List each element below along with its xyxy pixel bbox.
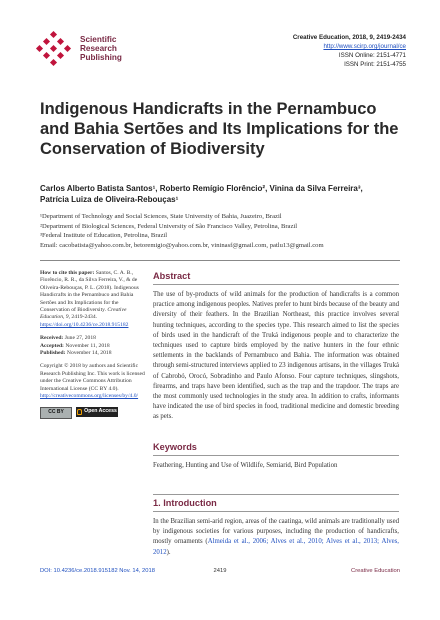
divider (153, 455, 399, 456)
cite-label: How to cite this paper: (40, 270, 95, 276)
affiliation: ¹Department of Technology and Social Sciences, State University of Bahia, Juazeiro, Brazil (40, 213, 282, 220)
license-badges (40, 407, 148, 419)
open-access-lock-icon (77, 409, 82, 415)
abstract-text: The use of by-products of wild animals for the production of handicrafts is a common practice among indigenous peoples. Natives prefer to hunt birds because of the beauty and diversity of their feathers. In the Brazilian Northeast, this practice involves several hunting techniques, according to the species type. This research aimed to list the species of birds used in the handicraft of the Truká indigenous people and to characterize the techniques used to capture birds employed by the native hunters in the four ethnic settlements in the backlands of Pernambuco and Bahia. The information was obtained through semi-structured interviews applied to 23 indigenous artisans, in the villages Truká of Cabrobó, Orocó, Sobradinho and Paulo Afonso. Four capture techniques, slingshots, firearms, and traps have been identified, such as the trap and the trapdoor. The traps are the most commonly used technologies in the study area. In addition to crafts, informants have indicated the use of bird species in food, traditional medicine and domestic breeding as pets. (153, 291, 399, 421)
author-emails: Email: cacobatista@yahoo.com.br, betoremigio@yahoo.com.br, vininasf@gmail.com, patlu13@gmail.com (40, 241, 324, 249)
introduction-heading: 1. Introduction (153, 498, 217, 508)
received-label: Received: (40, 335, 64, 342)
keywords-text: Feathering, Hunting and Use of Wildlife, Semiarid, Bird Population (153, 462, 338, 469)
introduction-text (153, 517, 399, 558)
accepted-label: Accepted: (40, 342, 64, 349)
issn-online: ISSN Online: 2151-4771 (338, 52, 406, 59)
authors-line: Carlos Alberto Batista Santos¹, Roberto Remígio Florêncio², Vinina da Silva Ferreira³, (40, 184, 363, 193)
authors-line: Patrícia Luiza de Oliveira-Rebouças¹ (40, 194, 179, 204)
affiliation: ³Federal Institute of Education, Petrolina, Brazil (40, 232, 168, 240)
abstract-section (153, 271, 399, 423)
cite-journal: Creative Education, 9, (40, 307, 127, 321)
journal-url-link[interactable]: http://www.scirp.org/journal/ce (323, 43, 406, 50)
accepted-date: November 11, 2018 (65, 342, 110, 349)
brand-line: Scientific (80, 35, 117, 44)
published-label: Published: (40, 350, 66, 357)
page-number: 2419 (213, 568, 227, 574)
footer-doi: DOI: 10.4236/ce.2018.915182 Nov. 14, 2018 (40, 568, 155, 574)
received-date: June 27, 2018 (64, 335, 96, 342)
brand-line: Research (80, 44, 117, 53)
license-link[interactable]: http://creativecommons.org/licenses/by/4.0/ (40, 393, 139, 400)
affiliations (40, 212, 410, 250)
brand-line: Publishing (80, 53, 122, 62)
divider (40, 260, 400, 261)
footer-journal: Creative Education (351, 568, 400, 574)
abstract-heading: Abstract (153, 271, 191, 281)
citation-link[interactable]: Almeida et al., 2006; Alves et al., 2010; (207, 538, 324, 546)
issn-print: ISSN Print: 2151-4755 (344, 61, 406, 68)
journal-citation: Creative Education, 2018, 9, 2419-2434 (292, 34, 406, 41)
keywords-section (153, 442, 399, 471)
open-access-badge (76, 407, 118, 417)
copyright-text: Copyright © 2018 by authors and Scientific Research Publishing Inc. This work is licensed under the Creative Commons Attribution International License (CC BY 4.0). (40, 363, 145, 392)
cite-text: Santos, C. A. B., Florêncio, R. R., da Silva Ferreira, V., & de Oliveira-Rebouças, P. L. (2018). Indigenous Handicrafts in the Pernambuco and Bahia Sertões and Its Implications for the Conservation of Biodiversity. (40, 270, 139, 314)
copyright (40, 363, 148, 400)
dates (40, 335, 148, 357)
publisher-brand (80, 35, 122, 62)
intro-text-part: ). (166, 548, 171, 556)
cc-by-badge-icon: CC BY (40, 407, 72, 419)
open-access-label: Open Access (84, 407, 117, 414)
paper-title: Indigenous Handicrafts in the Pernambuco and Bahia Sertões and Its Implications for the Conservation of Biodiversity (40, 100, 399, 158)
intro-text-part: In the Brazilian semi-arid region, areas of the caatinga, wild animals are traditionally used by indigenous societies for various purposes, including the production of handicrafts, mostly ornaments ( (153, 518, 399, 546)
journal-info (293, 33, 406, 69)
cite-pages: 2419-2434. (71, 314, 98, 321)
affiliation: ²Department of Biological Sciences, Federal University of São Francisco Valley, Petrolina, Brazil (40, 222, 298, 230)
divider (153, 511, 399, 512)
cite-doi-link[interactable]: https://doi.org/10.4236/ce.2018.915182 (40, 321, 129, 328)
article-sidebar (40, 270, 148, 419)
how-to-cite (40, 270, 148, 329)
published-date: November 14, 2018 (66, 350, 112, 357)
divider (153, 494, 399, 495)
keywords-heading: Keywords (153, 442, 197, 452)
citation-link[interactable]: Alves et al., 2013; Alves, 2012 (153, 538, 399, 556)
authors (40, 184, 410, 205)
scirp-logo-icon (34, 30, 74, 70)
divider (153, 284, 399, 285)
introduction-section (153, 494, 399, 558)
